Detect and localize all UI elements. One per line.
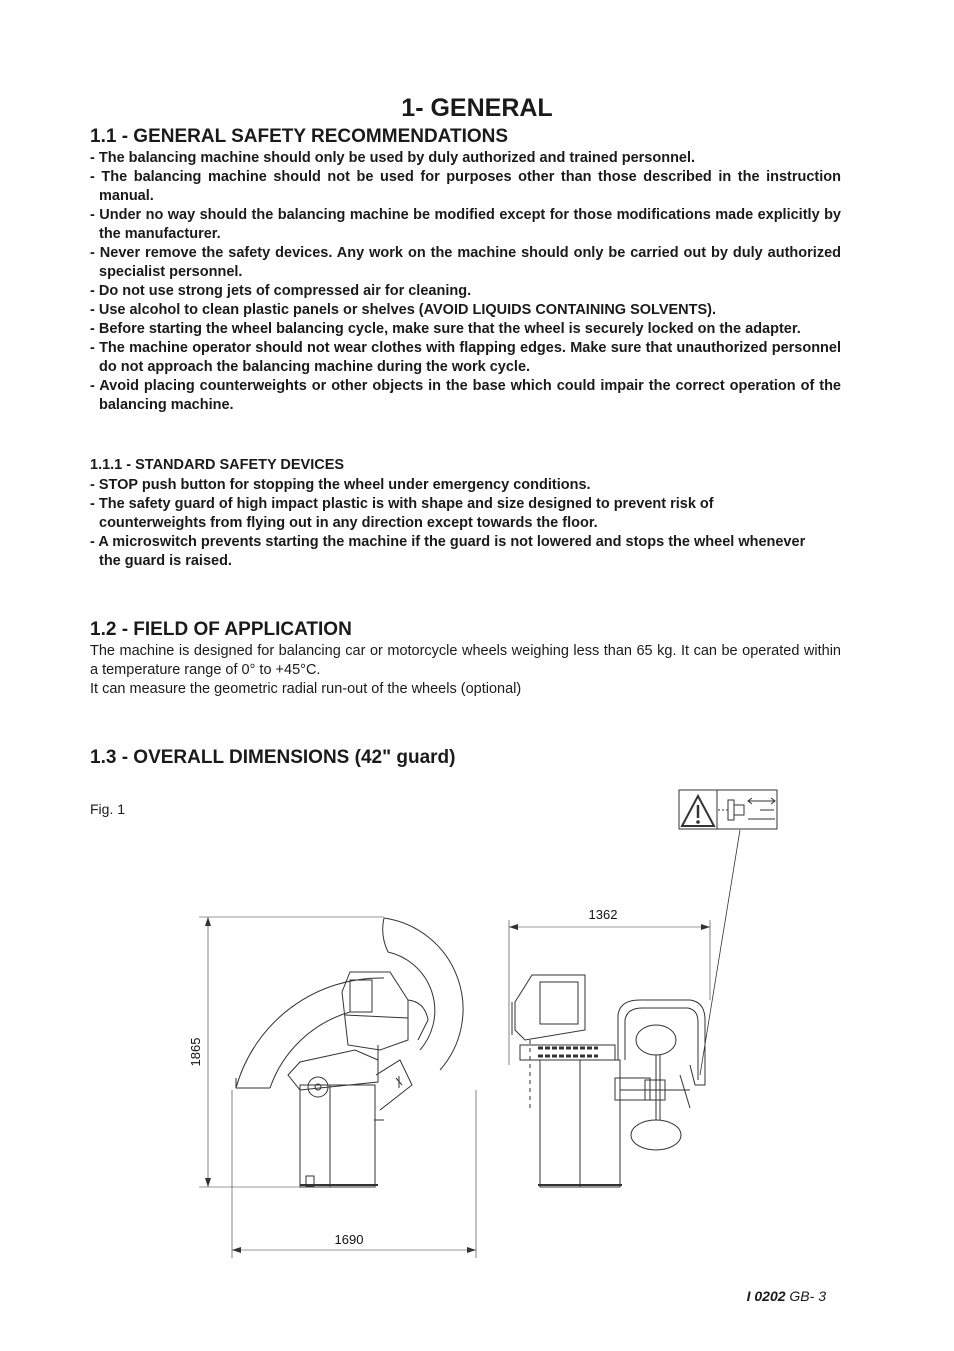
dimensions-drawing xyxy=(0,780,954,1270)
safety-devices-list xyxy=(90,476,820,571)
list-item: - Do not use strong jets of compressed air for cleaning. xyxy=(90,283,472,299)
runout-paragraph: It can measure the geometric radial run-out of the wheels (optional) xyxy=(90,681,522,697)
height-dimension-label: 1865 xyxy=(188,1037,203,1067)
list-item: - The machine operator should not wear clothes with flapping edges. Make sure that unauthorized personnel do not approach the balancing machine during the work cycle. xyxy=(90,340,841,375)
list-item: - Under no way should the balancing machine be modified except for those modifications made explicitly by the manufacturer. xyxy=(90,207,841,242)
page-footer xyxy=(747,1288,826,1304)
list-item: - Never remove the safety devices. Any work on the machine should only be carried out by duly authorized specialist personnel. xyxy=(90,245,841,280)
warning-label xyxy=(679,790,777,829)
front-width-dimension-label: 1362 xyxy=(588,907,618,922)
side-width-dimension-label: 1690 xyxy=(334,1232,364,1247)
application-paragraph: The machine is designed for balancing car or motorcycle wheels weighing less than 65 kg. It can be operated within a temperature range of 0° to +45°C. xyxy=(90,643,841,678)
document-code: I 0202 xyxy=(746,1288,786,1304)
section-heading-dimensions: 1.3 - OVERALL DIMENSIONS (42" guard) xyxy=(90,747,456,768)
list-item: - The safety guard of high impact plastic is with shape and size designed to prevent risk of counterweights from flying out in any direction except towards the floor. xyxy=(90,496,714,531)
safety-list xyxy=(90,149,841,415)
side-view-drawing xyxy=(199,917,476,1258)
list-item: - Use alcohol to clean plastic panels or shelves (AVOID LIQUIDS CONTAINING SOLVENTS). xyxy=(90,302,717,318)
list-item: - The balancing machine should not be used for purposes other than those described in the instruction manual. xyxy=(90,169,841,204)
figure-label: Fig. 1 xyxy=(90,801,126,817)
list-item: - Avoid placing counterweights or other objects in the base which could impair the correct operation of the balancing machine. xyxy=(90,378,841,413)
page-number: GB- 3 xyxy=(789,1288,826,1304)
front-view-drawing xyxy=(509,920,710,1187)
subsection-heading-safety-devices: 1.1.1 - STANDARD SAFETY DEVICES xyxy=(90,457,345,473)
list-item: - Before starting the wheel balancing cycle, make sure that the wheel is securely locked on the adapter. xyxy=(90,321,801,337)
list-item: - The balancing machine should only be used by duly authorized and trained personnel. xyxy=(90,150,696,166)
section-heading-safety: 1.1 - GENERAL SAFETY RECOMMENDATIONS xyxy=(90,126,509,147)
page-title: 1- GENERAL xyxy=(401,94,553,122)
section-heading-application: 1.2 - FIELD OF APPLICATION xyxy=(90,619,352,640)
list-item: - STOP push button for stopping the wheel under emergency conditions. xyxy=(90,477,591,493)
list-item: - A microswitch prevents starting the machine if the guard is not lowered and stops the wheel whenever the guard is raised. xyxy=(90,534,806,569)
